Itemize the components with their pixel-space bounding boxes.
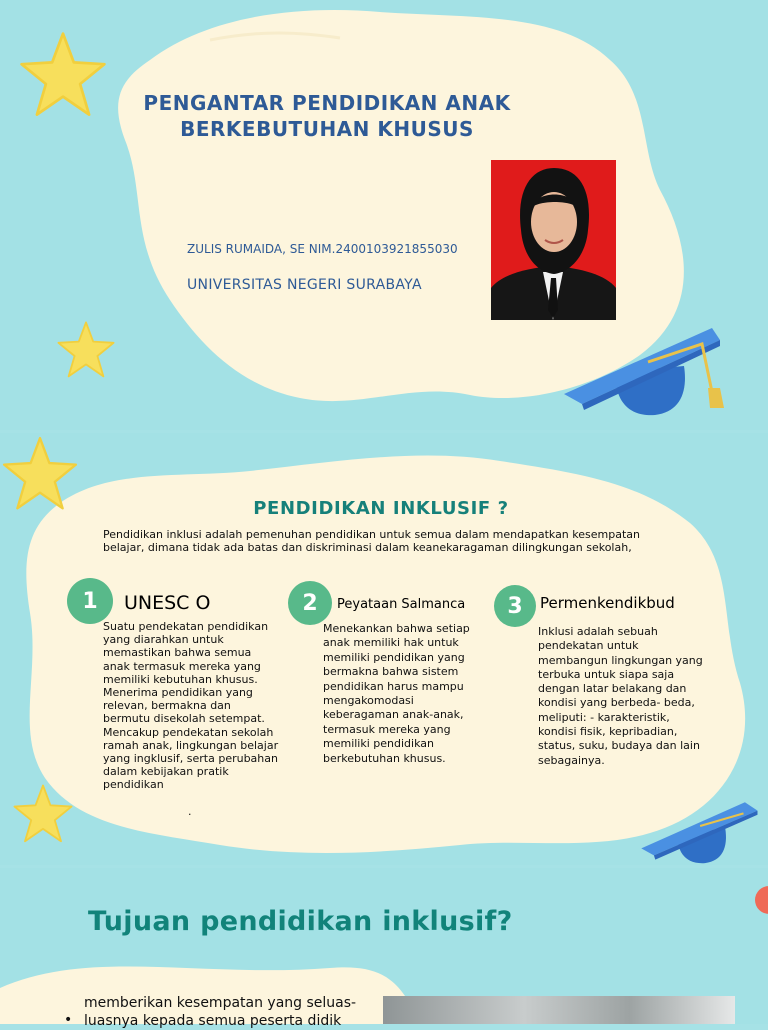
presentation-title: PENGANTAR PENDIDIKAN ANAK BERKEBUTUHAN KHUSUS: [143, 91, 511, 141]
column-text-salamanca: Menekankan bahwa setiap anak memiliki hak untuk memiliki pendidikan yang bermakna bahwa sistem pendidikan harus mampu mengakomodasi keberagaman anak-anak, termasuk mereka yang memiliki pendidikan berkebutuhan khusus.: [323, 622, 470, 765]
cropped-photo: [383, 996, 735, 1024]
portrait-photo: [491, 160, 616, 320]
column-text-unesco: Suatu pendekatan pendidikan yang diarahkan untuk memastikan bahwa semua anak termasuk mereka yang memiliki kebutuhan khusus. Menerima pendidikan yang relevan, bermakna dan bermutu disekolah setempat. Mencakup pendekatan sekolah ramah anak, lingkungan belajar yang ingklusif, serta perubahan dalam kebijakan pratik pendidikan: [103, 620, 279, 792]
column-heading-unesco: UNESC O: [124, 592, 211, 614]
star-icon: [12, 783, 74, 845]
star-icon: [56, 320, 116, 380]
trailing-dot: .: [188, 805, 192, 818]
intro-paragraph: Pendidikan inklusi adalah pemenuhan pendidikan untuk semua dalam mendapatkan kesempatan belajar, dimana tidak ada batas dan diskriminasi dalam keanekaragaman dilingkungan sekolah,: [103, 528, 640, 554]
graduation-cap-icon: [628, 798, 768, 865]
author-line: ZULIS RUMAIDA, SE NIM.2400103921855030: [187, 242, 458, 256]
column-heading-salamanca: Peyataan Salmanca: [337, 597, 466, 612]
number-badge-3: 3: [494, 585, 536, 627]
number-badge-1: 1: [67, 578, 113, 624]
graduation-cap-icon: [560, 322, 730, 422]
number-badge-2: 2: [288, 581, 332, 625]
university-name: UNIVERSITAS NEGERI SURABAYA: [187, 277, 422, 293]
section-title: Tujuan pendidikan inklusif?: [88, 906, 513, 937]
slide-title: [0, 0, 768, 430]
star-icon: [0, 435, 80, 513]
column-heading-permendikbud: Permenkendikbud: [540, 594, 675, 612]
section-title: PENDIDIKAN INKLUSIF ?: [253, 498, 509, 519]
bullet-text: memberikan kesempatan yang seluas-luasnya kepada semua peserta didik: [84, 995, 357, 1029]
bullet-marker: •: [64, 1012, 73, 1028]
star-icon: [18, 30, 108, 120]
column-text-permendikbud: Inklusi adalah sebuah pendekatan untuk membangun lingkungan yang terbuka untuk siapa saja dengan latar belakang dan kondisi yang berbeda- beda, meliputi: - karakteristik, kondisi fisik, kepribadian, status, suku, budaya dan lain sebagainya.: [538, 625, 703, 767]
